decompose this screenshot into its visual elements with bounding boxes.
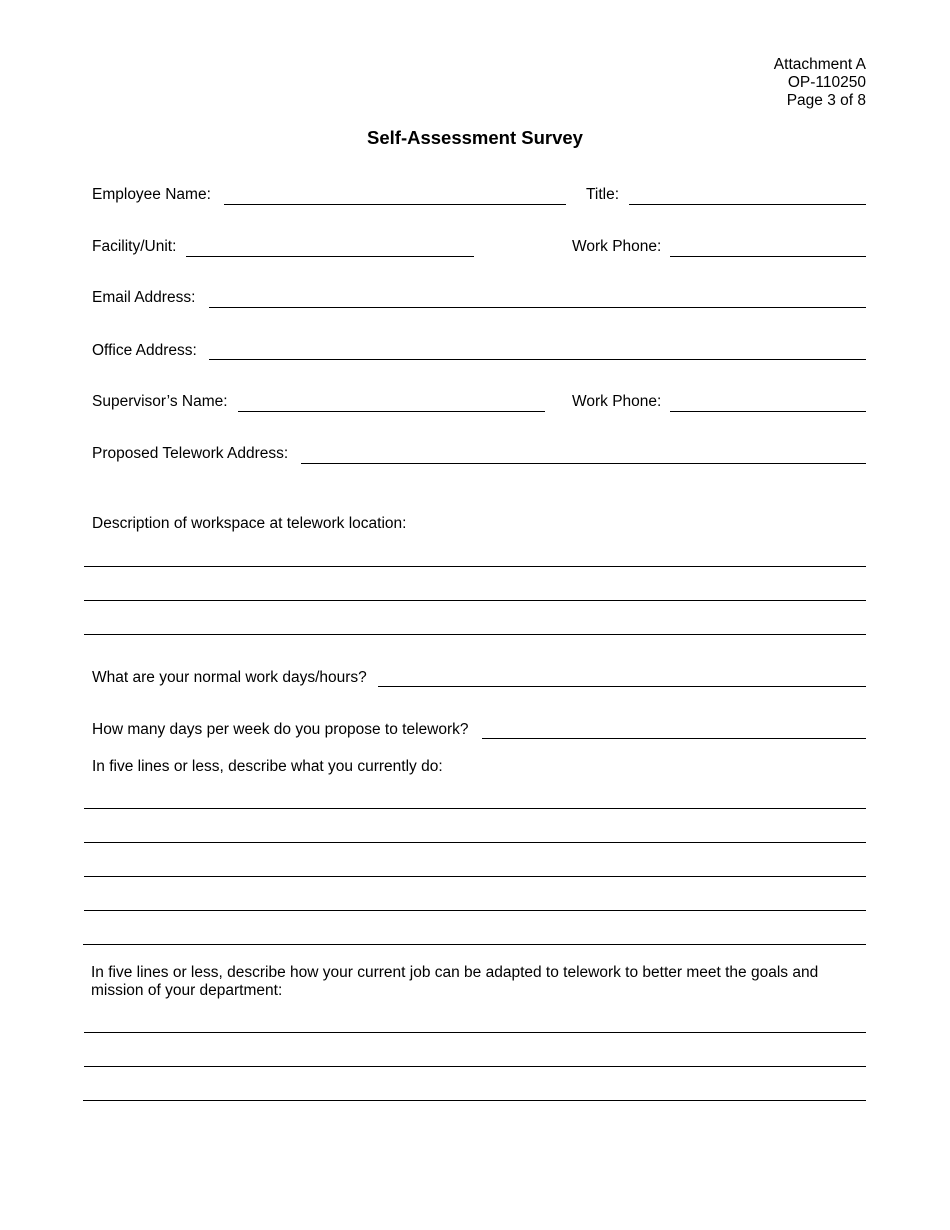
- days-per-week-field[interactable]: [482, 738, 866, 739]
- telework-address-label: Proposed Telework Address:: [92, 445, 289, 462]
- supervisor-name-label: Supervisor’s Name:: [92, 393, 228, 410]
- current-duties-label: In five lines or less, describe what you currently do:: [92, 758, 443, 775]
- work-hours-field[interactable]: [378, 686, 866, 687]
- supervisor-work-phone-field[interactable]: [670, 411, 866, 412]
- workspace-description-label: Description of workspace at telework location:: [92, 515, 407, 532]
- title-label: Title:: [586, 186, 620, 203]
- supervisor-name-field[interactable]: [238, 411, 545, 412]
- work-phone-label: Work Phone:: [572, 238, 662, 255]
- document-header: [774, 56, 866, 110]
- current-duties-line-4[interactable]: [84, 910, 866, 911]
- workspace-description-line-3[interactable]: [84, 634, 866, 635]
- current-duties-line-1[interactable]: [84, 808, 866, 809]
- employee-name-field[interactable]: [224, 204, 566, 205]
- job-adaptation-line-2[interactable]: [84, 1066, 866, 1067]
- attachment-label: Attachment A: [773, 56, 866, 73]
- current-duties-line-5[interactable]: [83, 944, 866, 945]
- supervisor-work-phone-label: Work Phone:: [572, 393, 662, 410]
- email-address-label: Email Address:: [92, 289, 196, 306]
- days-per-week-label: How many days per week do you propose to telework?: [92, 721, 469, 738]
- facility-unit-label: Facility/Unit:: [92, 238, 177, 255]
- office-address-field[interactable]: [209, 359, 866, 360]
- current-duties-line-3[interactable]: [84, 876, 866, 877]
- office-address-label: Office Address:: [92, 342, 197, 359]
- job-adaptation-line-1[interactable]: [84, 1032, 866, 1033]
- job-adaptation-label: In five lines or less, describe how your current job can be adapted to telework to better meet the goals and mission of your department:: [91, 964, 819, 999]
- page-number: Page 3 of 8: [786, 92, 866, 109]
- work-hours-label: What are your normal work days/hours?: [92, 669, 367, 686]
- current-duties-line-2[interactable]: [84, 842, 866, 843]
- title-field[interactable]: [629, 204, 866, 205]
- job-adaptation-line-3[interactable]: [83, 1100, 866, 1101]
- work-phone-field[interactable]: [670, 256, 866, 257]
- telework-address-field[interactable]: [301, 463, 866, 464]
- workspace-description-line-2[interactable]: [84, 600, 866, 601]
- document-number: OP-110250: [787, 74, 866, 91]
- employee-name-label: Employee Name:: [92, 186, 211, 203]
- workspace-description-line-1[interactable]: [84, 566, 866, 567]
- facility-unit-field[interactable]: [186, 256, 474, 257]
- page-title: Self-Assessment Survey: [367, 127, 583, 148]
- email-address-field[interactable]: [209, 307, 866, 308]
